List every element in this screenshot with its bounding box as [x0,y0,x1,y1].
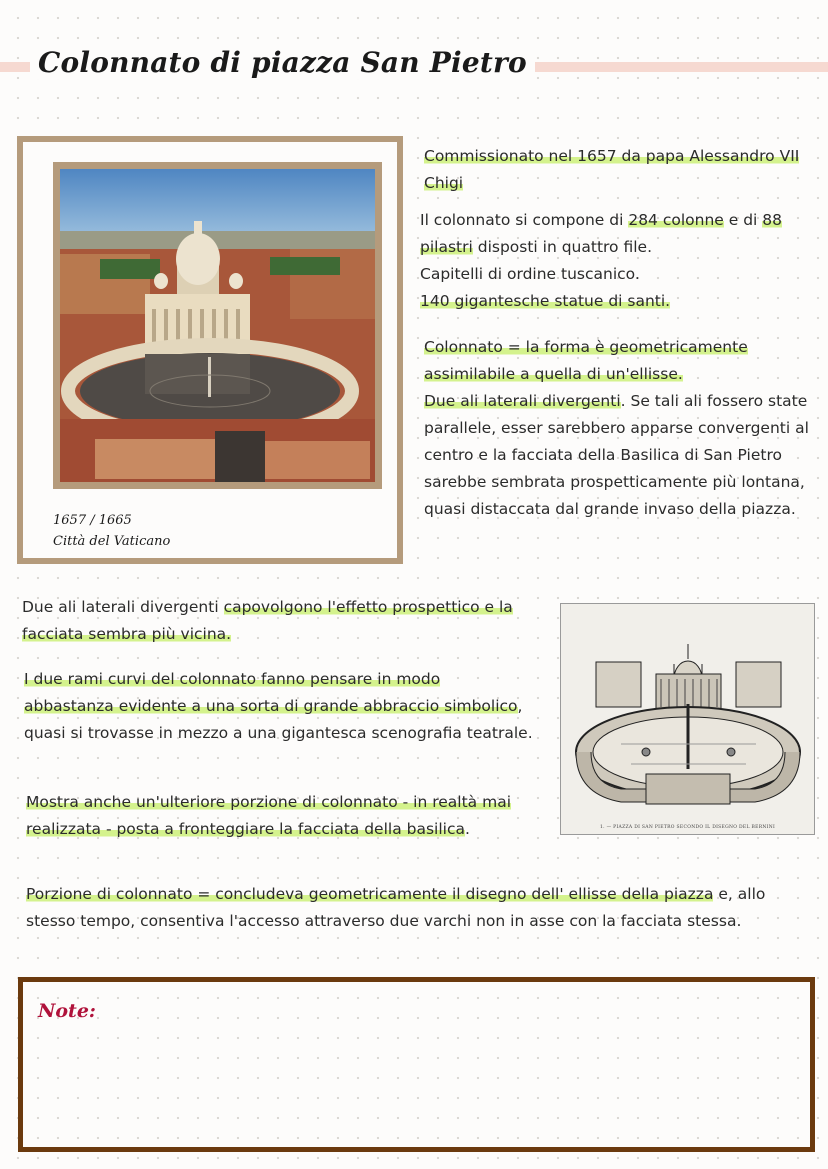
engraving-caption: 1. — PIAZZA DI SAN PIETRO SECONDO IL DISEGNO DEL BERNINI [599,825,776,830]
structure-text: disposti in quattro file. [472,238,653,256]
photo-polaroid-frame [17,136,403,564]
colonnade-portion-highlight: Porzione di colonnato = concludeva geometricamente il disegno dell' ellisse della piazza [26,885,714,903]
statues-highlight: 140 gigantesche statue di santi. [420,292,671,310]
piazza-engraving-illustration-icon [561,604,814,822]
commission-highlight: Commissionato nel 1657 da papa Alessandro VII Chigi [424,147,800,192]
structure-text: e di [723,211,763,229]
perspective-paragraph [22,594,534,648]
unbuilt-colonnade-text: . [465,820,470,838]
colonnade-portion-text: e, allo stesso tempo, consentiva l'accesso attraverso due varchi non in asse con la facciata stessa. [26,885,766,930]
caption-location: Città del Vaticano [53,534,171,549]
embrace-text: , quasi si trovasse in mezzo a una gigantesca scenografia teatrale. [24,697,533,742]
colonnade-portion-paragraph [26,881,796,935]
photo-caption [53,510,170,552]
structure-text: Il colonnato si compone di [420,211,629,229]
divergent-wings-text: . Se tali ali fossero state parallele, esser sarebbero apparse convergenti al centro e la facciata della Basilica di San Pietro sarebbe sembrata prospetticamente più lontana, quasi distaccata dal grande invaso della piazza. [424,392,809,518]
intro-commission-paragraph [424,143,816,197]
notes-label: Note: [38,1000,96,1022]
ellipse-highlight: Colonnato = la forma è geometricamente assimilabile a quella di un'ellisse. [424,338,748,383]
intro-ellipse-paragraph [424,334,816,523]
page-title: Colonnato di piazza San Pietro [30,46,535,79]
intro-structure-paragraph [420,207,816,315]
st-peters-square-photo [53,162,382,489]
caption-dates: 1657 / 1665 [53,513,132,528]
perspective-highlight: capovolgono l'effetto prospettico e la facciata sembra più vicina. [22,598,513,643]
st-peters-square-aerial-photo-icon [60,169,375,482]
bernini-engraving [560,603,815,835]
embrace-paragraph [24,666,534,747]
perspective-text: Due ali laterali divergenti [22,598,224,616]
columns-count-highlight: 284 colonne [628,211,724,229]
unbuilt-colonnade-highlight: Mostra anche un'ulteriore porzione di colonnato - in realtà mai realizzata - posta a fronteggiare la facciata della basilica [26,793,512,838]
embrace-highlight: I due rami curvi del colonnato fanno pensare in modo abbastanza evidente a una sorta di grande abbraccio simbolico [24,670,518,715]
capitals-text: Capitelli di ordine tuscanico. [420,265,640,283]
unbuilt-colonnade-paragraph [26,789,536,843]
divergent-wings-highlight: Due ali laterali divergenti [424,392,621,410]
notes-box[interactable] [18,977,815,1152]
pillars-count-highlight: 88 pilastri [420,211,783,256]
